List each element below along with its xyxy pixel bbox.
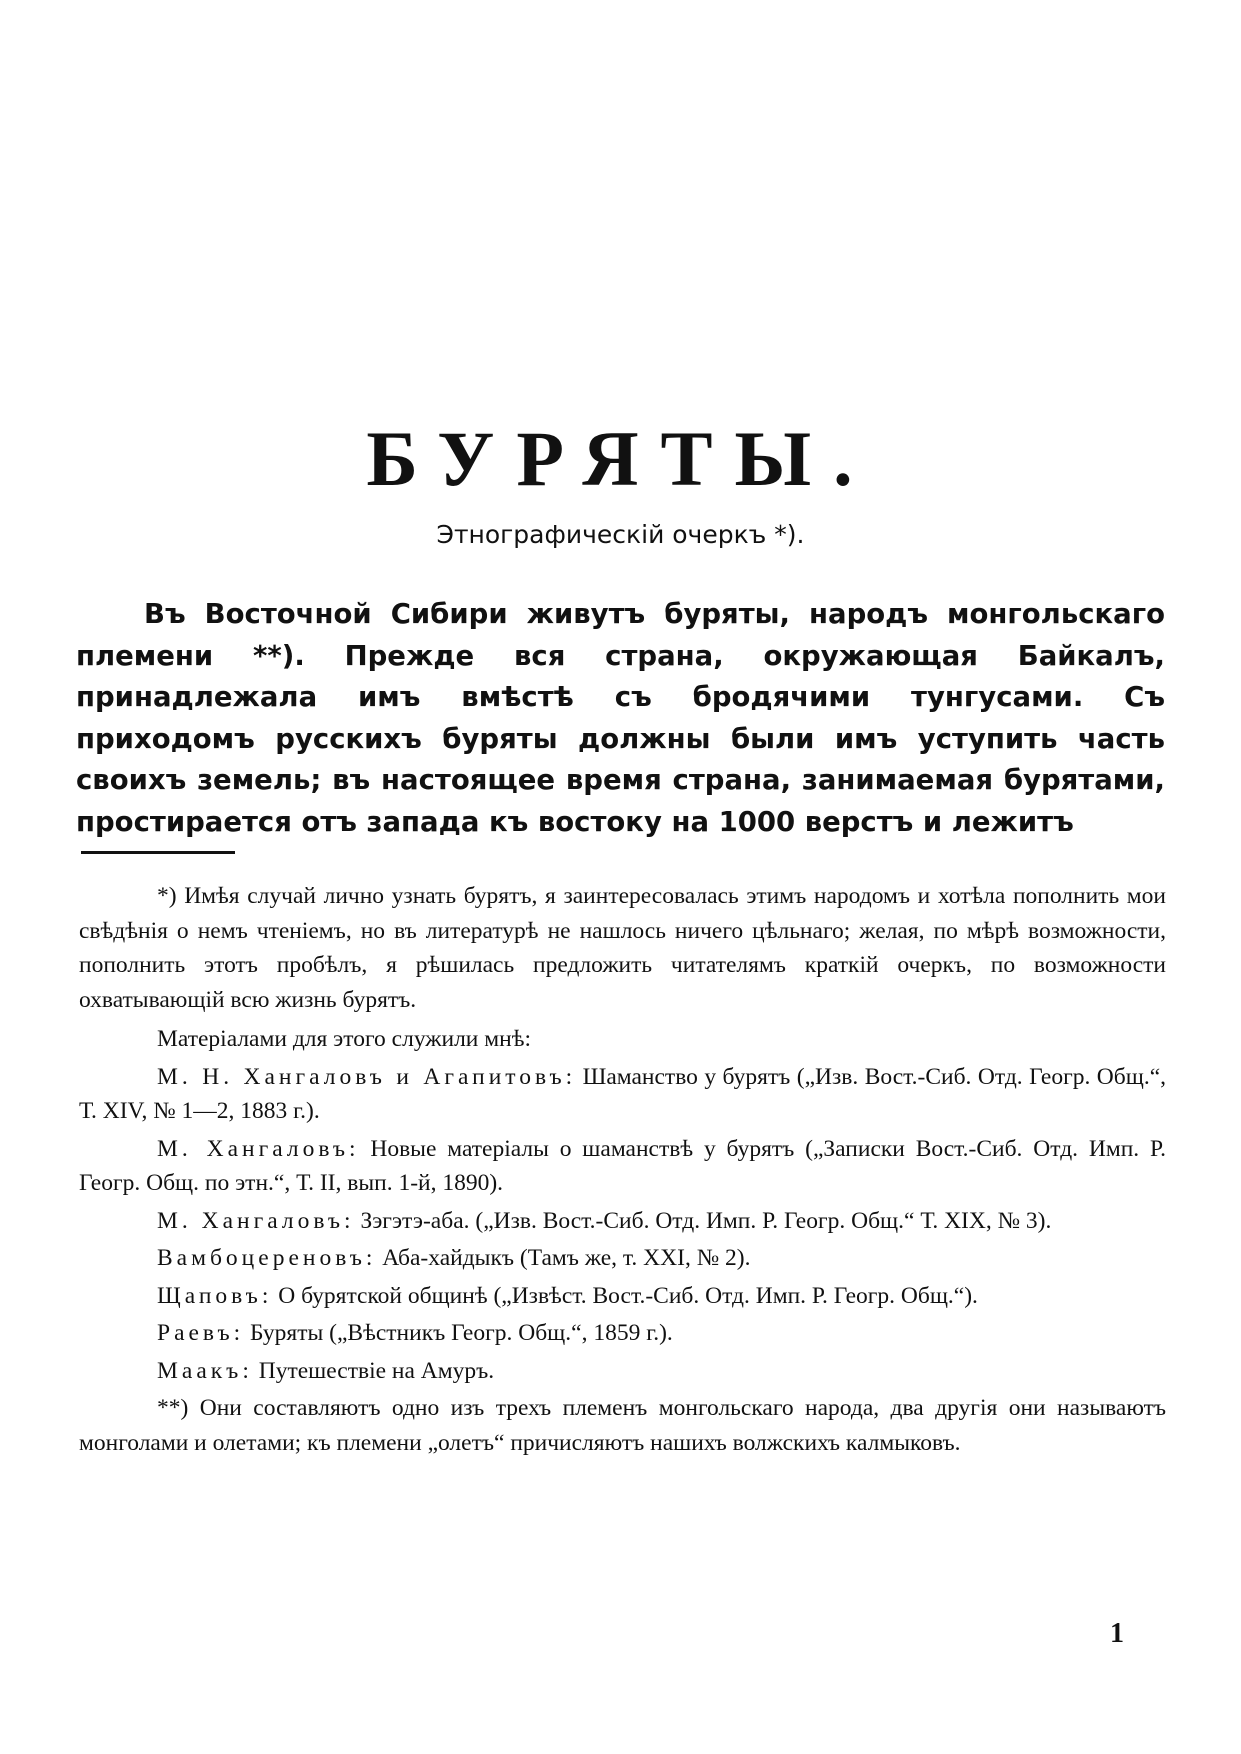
source-item [79, 1316, 1166, 1351]
source-work: Буряты („Вѣстникъ Геогр. Общ.“, 1859 г.). [244, 1320, 673, 1346]
source-author: Щаповъ: [157, 1282, 273, 1309]
source-item [79, 1279, 1166, 1314]
source-item [79, 1060, 1166, 1129]
source-work: Аба-хайдыкъ (Тамъ же, т. XXI, № 2). [376, 1245, 751, 1271]
source-author: М. Хангаловъ: [157, 1207, 355, 1234]
materials-intro: Матеріалами для этого служили мнѣ: [157, 1026, 531, 1052]
subtitle: Этнографическій очеркъ *). [436, 520, 805, 549]
source-work: Путешествіе на Амуръ. [252, 1357, 495, 1384]
source-item [79, 1354, 1166, 1389]
main-paragraph-text: Въ Восточной Сибири живутъ буряты, народъ монгольскаго племени **). Прежде вся страна, окружающая Байкалъ, принадлежала имъ вмѣстѣ съ бродячими тунгусами. Съ приходомъ русскихъ буряты должны были имъ уступить часть своихъ земель; въ настоящее время страна, занимаемая бурятами, простирается отъ запада къ востоку на 1000 верстъ и лежитъ [76, 598, 1165, 838]
footnote-1: *) Имѣя случай лично узнать бурятъ, я заинтересовалась этимъ народомъ и хотѣла пополнить мои свѣдѣнія о немъ чтеніемъ, но въ литературѣ не нашлось ничего цѣльнаго; желая, по мѣрѣ возможности, пополнить этотъ пробѣлъ, я рѣшилась предложить читателямъ краткій очеркъ, по возможности охватывающій всю жизнь бурятъ. [79, 883, 1166, 1013]
source-work: Шаманство у бурятъ („Изв. Вост.-Сиб. Отд. Геогр. Общ.“, Т. XIV, № 1—2, 1883 г.). [79, 1063, 1166, 1124]
page-title: БУРЯТЫ. [366, 415, 875, 502]
source-author: М. Н. Хангаловъ и Агапитовъ: [157, 1063, 577, 1090]
source-item [79, 1204, 1166, 1239]
source-item [79, 1241, 1166, 1276]
footnote-divider [81, 851, 235, 854]
footnotes [79, 879, 1166, 1463]
source-author: Вамбоцереновъ: [157, 1245, 377, 1271]
page-number: 1 [1110, 1618, 1124, 1649]
footnote-2: **) Они составляютъ одно изъ трехъ племенъ монгольскаго народа, два другія они называютъ монголами и олетами; къ племени „олетъ“ причисляютъ нашихъ волжскихъ калмыковъ. [79, 1395, 1166, 1456]
source-work: Зэгэтэ-аба. („Изв. Вост.-Сиб. Отд. Имп. Р. Геогр. Общ.“ Т. XIX, № 3). [354, 1207, 1052, 1234]
source-work: Новые матеріалы о шаманствѣ у бурятъ („Записки Вост.-Сиб. Отд. Имп. Р. Геогр. Общ. по этн.“, Т. II, вып. 1-й, 1890). [79, 1135, 1166, 1196]
source-author: Раевъ: [157, 1320, 245, 1346]
source-item [79, 1132, 1166, 1201]
main-paragraph [76, 594, 1165, 844]
source-author: М. Хангаловъ: [157, 1135, 360, 1162]
source-work: О бурятской общинѣ („Извѣст. Вост.-Сиб. Отд. Имп. Р. Геогр. Общ.“). [272, 1282, 978, 1309]
source-author: Маакъ: [157, 1357, 253, 1384]
